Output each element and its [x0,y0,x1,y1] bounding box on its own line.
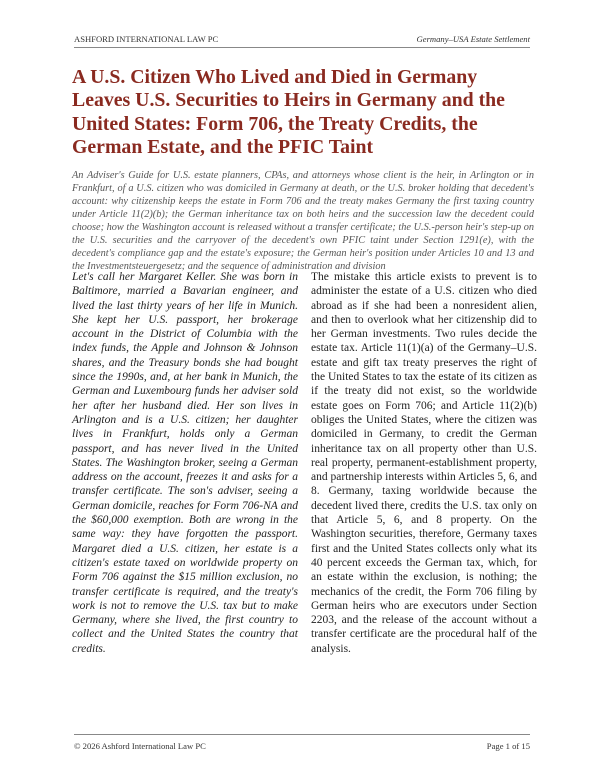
series-title: Germany–USA Estate Settlement [416,34,530,44]
page-footer [74,734,530,751]
article-deck: An Adviser's Guide for U.S. estate planners, CPAs, and attorneys whose client is the heir, in Arlington or in Frankfurt, of a U.S. citizen who was domiciled in Germany at death, or the U.S. broker holding that decedent's account: why citizenship keeps the estate in Form 706 and the treaty makes Germany the first taxing country under Article 11(2)(b); the German inheritance tax on both heirs and the succession law the decedent could choose; how the Washington account is released without a transfer certificate; the U.S.-person heir's step-up on the U.S. securities and the carryover of the decedent's own PFIC taint under Section 1291(e), with the decedent's compliance gap and the estate's exposure; the German heir's position under Articles 10 and 13 and the Investmentsteuergesetz; and the sequence of administration and division [72,170,534,272]
page-number: Page 1 of 15 [486,741,530,751]
firm-name: ASHFORD INTERNATIONAL LAW PC [74,34,219,44]
intro-column: Let's call her Margaret Keller. She was born in Baltimore, married a Bavarian engineer, and lived the last thirty years of her life in Munich. She kept her U.S. passport, her brokerage account in the District of Columbia with the index funds, the Apple and Johnson & Johnson shares, and the Treasury bonds she had bought since the 1990s, and, at her bank in Munich, the German and Luxembourg funds her adviser sold her after her husband died. Her son lives in Arlington and is a U.S. citizen; her daughter lives in Frankfurt, holds only a German passport, and has never lived in the United States. The Washington broker, seeing a German address on the account, freezes it and asks for a transfer certificate. The son's adviser, seeing a German domicile, reaches for Form 706-NA and the $60,000 exemption. Both are wrong in the same way: they have forgotten the passport. Margaret died a U.S. citizen, her estate is a citizen's estate taxed on worldwide property on Form 706 against the $15 million exclusion, no transfer certificate is required, and the treaty's work is not to remove the U.S. tax but to make Germany, where she lived, the first country to collect and the United States the country that credits. [72,271,298,655]
running-header [74,34,530,48]
copyright-notice: © 2026 Ashford International Law PC [74,741,206,751]
article-title: A U.S. Citizen Who Lived and Died in Germany Leaves U.S. Securities to Heirs in Germany and the United States: Form 706, the Treaty Credits, the German Estate, and the PFIC Taint [72,66,505,159]
body-column: The mistake this article exists to prevent is to administer the estate of a U.S. citizen who died abroad as if she had been a nonresident alien, and then to overlook what her citizenship did to her German investments. Two rules decide the estate tax. Article 11(1)(a) of the Germany–U.S. estate and gift tax treaty preserves the right of the United States to tax the estate of its citizen as if the treaty did not exist, so the worldwide estate goes on Form 706; and Article 11(2)(b) obliges the United States, where the citizen was domiciled in Germany, to credit the German inheritance tax on all property other than U.S. real property, permanent-establishment property, and partnership interests within Articles 5, 6, and 8. Germany, taxing worldwide because the decedent lived there, credits the U.S. tax only on that Article 5, 6, and 8 property. On the Washington securities, therefore, Germany taxes first and the United States collects only what its 40 percent exceeds the German tax, which, for an estate within the exclusion, is nothing; the mechanics of the credit, the Form 706 filing by German heirs who are executors under Section 2203, and the release of the account without a transfer certificate are the procedural half of the analysis. [311,271,537,655]
